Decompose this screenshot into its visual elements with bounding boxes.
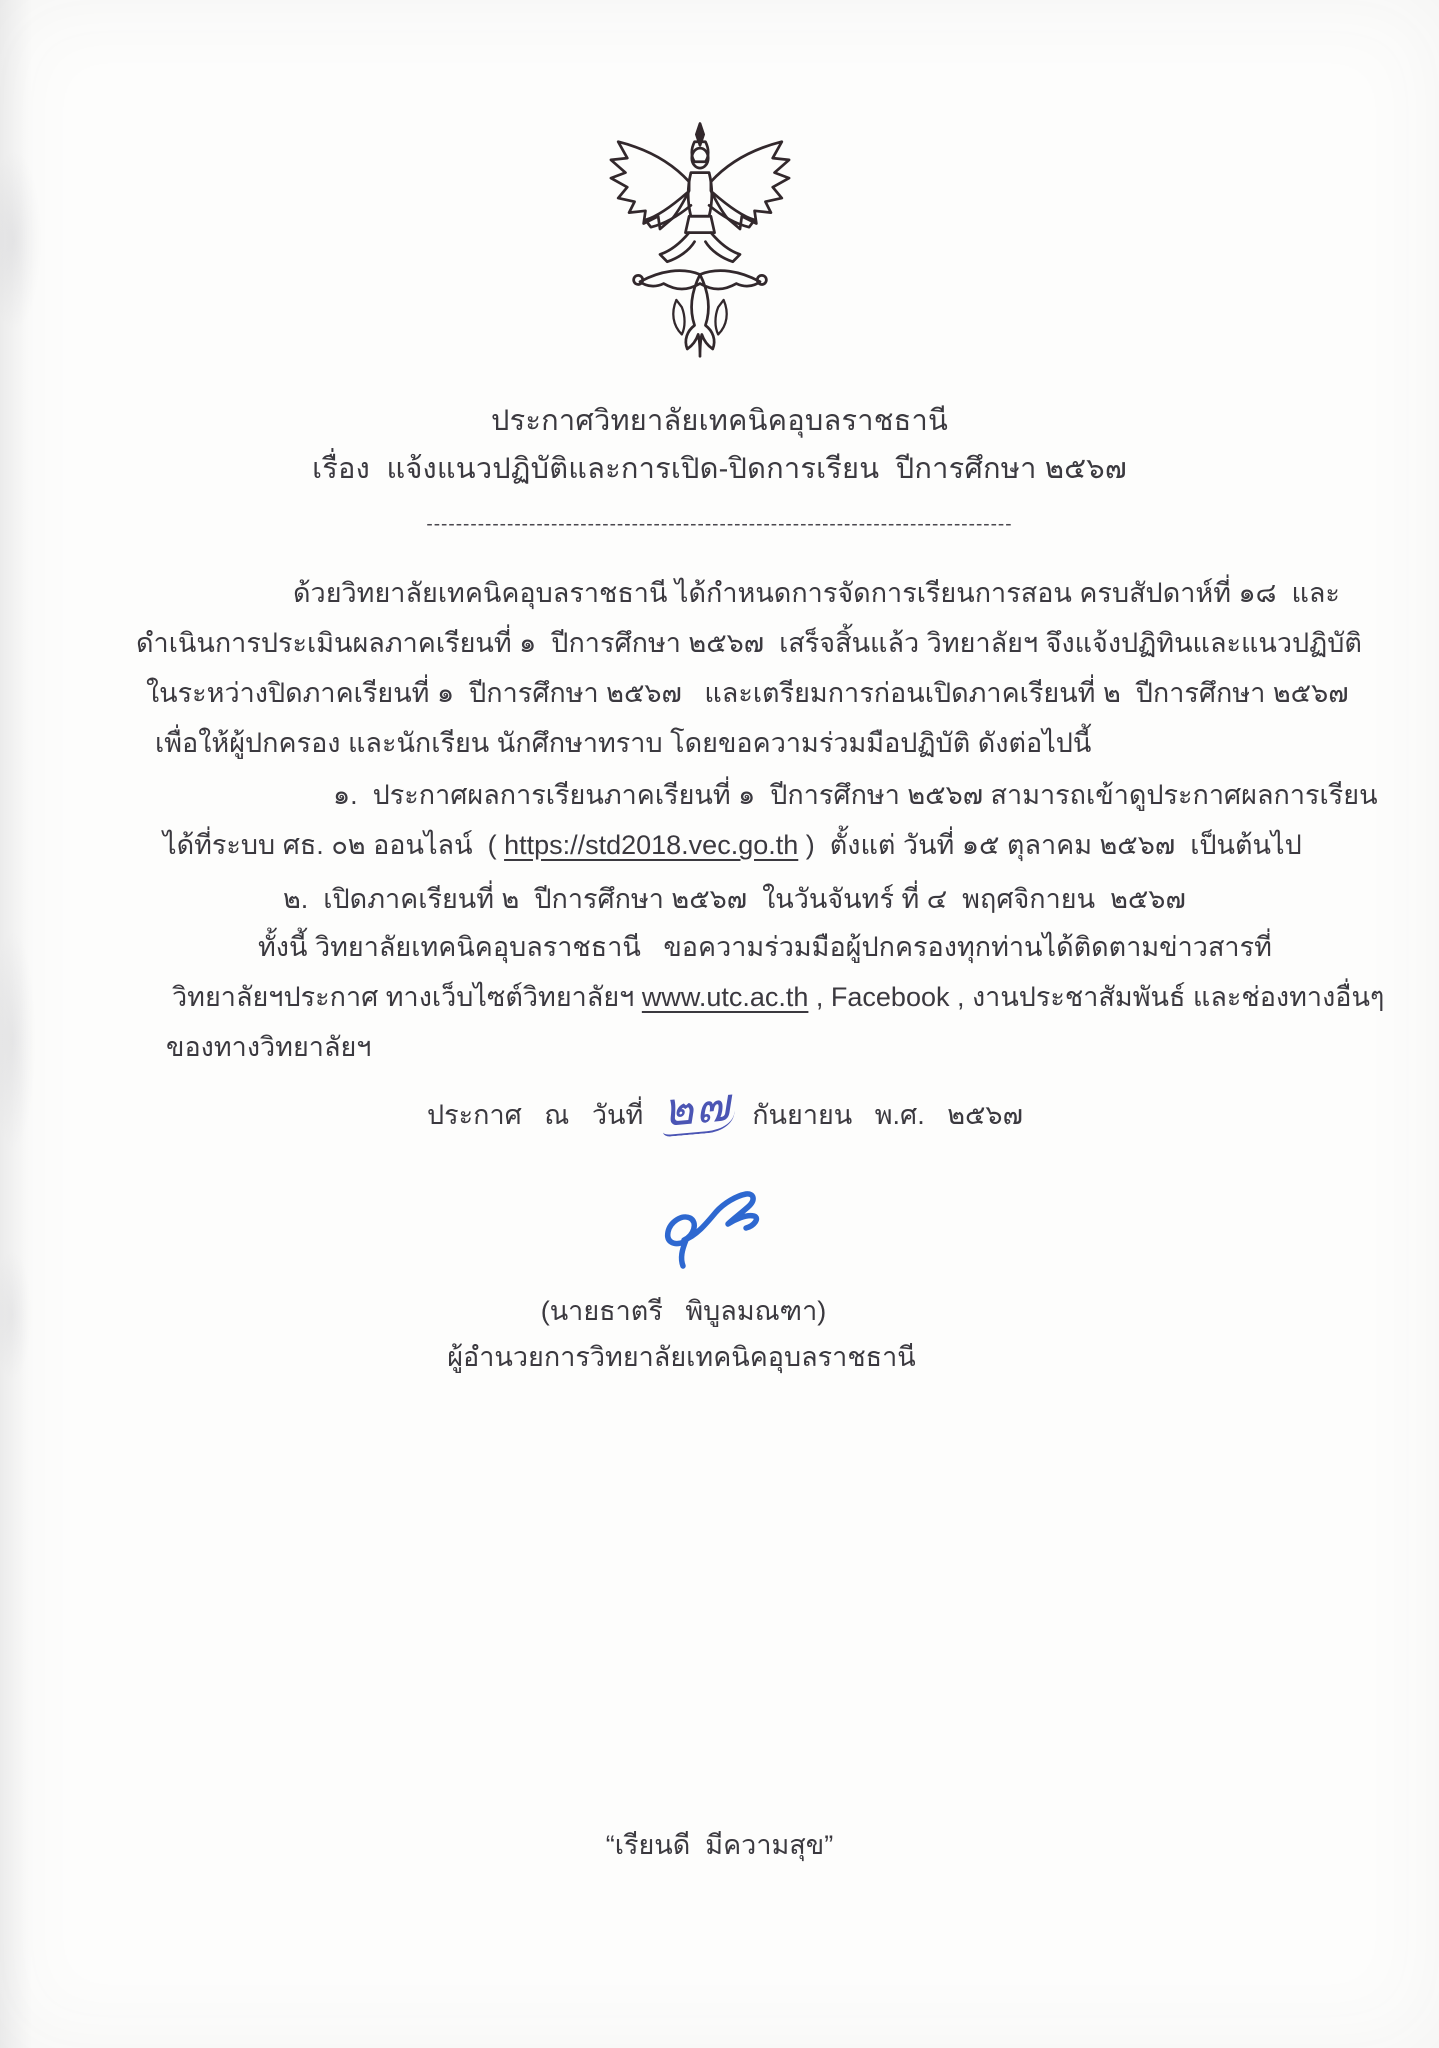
closing-line: ทั้งนี้ วิทยาลัยเทคนิคอุบลราชธานี ขอความร่วมมือผู้ปกครองทุกท่านได้ติดตามข่าวสารที่ [258,932,1272,962]
issued-date-line [427,1078,1023,1148]
scan-artifact [0,0,32,2048]
paragraph-line: ดำเนินการประเมินผลภาคเรียนที่ ๑ ปีการศึกษา ๒๕๖๗ เสร็จสิ้นแล้ว วิทยาลัยฯ จึงแจ้งปฏิทินและแนวปฏิบัติ [136,628,1362,658]
garuda-emblem-icon [600,120,800,378]
college-website-link[interactable]: www.utc.ac.th [641,982,809,1012]
dashed-divider: -------------------------------------------------------------------------------- [426,514,1013,535]
signature-ink [652,1182,778,1274]
handwritten-day: ๒๗ [659,1081,736,1137]
paragraph-line: ด้วยวิทยาลัยเทคนิคอุบลราชธานี ได้กำหนดการจัดการเรียนการสอน ครบสัปดาห์ที่ ๑๘ และ [293,578,1340,608]
list-item-1: ๑. ประกาศผลการเรียนภาคเรียนที่ ๑ ปีการศึกษา ๒๕๖๗ สามารถเข้าดูประกาศผลการเรียน [333,780,1378,810]
paragraph-line: ในระหว่างปิดภาคเรียนที่ ๑ ปีการศึกษา ๒๕๖๗ และเตรียมการก่อนเปิดภาคเรียนที่ ๒ ปีการศึกษา ๒๕๖๗ [146,678,1349,708]
issued-date-suffix: กันยายน พ.ศ. ๒๕๖๗ [752,1100,1023,1130]
list-item-1-text-post: ) ตั้งแต่ วันที่ ๑๕ ตุลาคม ๒๕๖๗ เป็นต้นไป [798,830,1302,860]
signatory-name: (นายธาตรี พิบูลมณฑา) [540,1296,827,1326]
announcement-title: ประกาศวิทยาลัยเทคนิคอุบลราชธานี [490,405,949,437]
list-item-2: ๒. เปิดภาคเรียนที่ ๒ ปีการศึกษา ๒๕๖๗ ในวันจันทร์ ที่ ๔ พฤศจิกายน ๒๕๖๗ [283,884,1186,914]
list-item-1-text-pre: ได้ที่ระบบ ศธ. ๐๒ ออนไลน์ ( [163,830,505,860]
signatory-position: ผู้อำนวยการวิทยาลัยเทคนิคอุบลราชธานี [447,1342,916,1372]
results-system-link[interactable]: https://std2018.vec.go.th [504,830,799,860]
closing-text-pre: วิทยาลัยฯประกาศ ทางเว็บไซต์วิทยาลัยฯ [172,982,642,1012]
closing-text-post: , Facebook , งานประชาสัมพันธ์ และช่องทางอื่นๆ [808,982,1385,1012]
announcement-subject: เรื่อง แจ้งแนวปฏิบัติและการเปิด-ปิดการเรียน ปีการศึกษา ๒๕๖๗ [312,453,1127,485]
motto-quote: “เรียนดี มีความสุข” [605,1830,834,1860]
issued-date-prefix: ประกาศ ณ วันที่ [427,1100,644,1130]
closing-line [172,980,1384,1014]
list-item-1-continued [163,828,1302,862]
closing-line: ของทางวิทยาลัยฯ [166,1032,372,1062]
paragraph-line: เพื่อให้ผู้ปกครอง และนักเรียน นักศึกษาทราบ โดยขอความร่วมมือปฏิบัติ ดังต่อไปนี้ [155,728,1092,758]
